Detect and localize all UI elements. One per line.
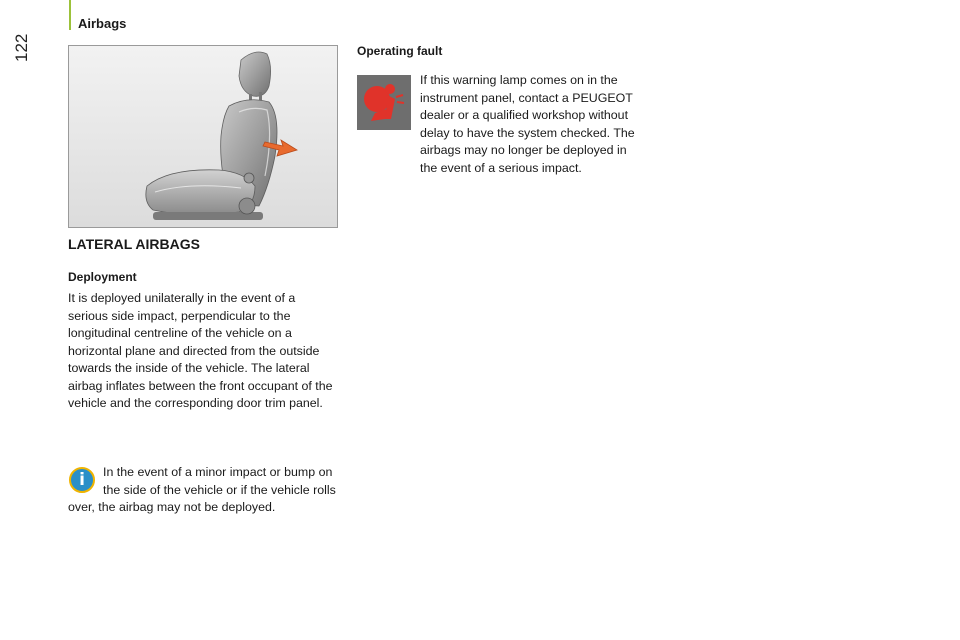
deployment-text: It is deployed unilaterally in the event of a serious side impact, perpendicular to the longitudinal centreline of the vehicle on a horizontal plane and directed from the outside towards the inside of the vehicle. The lateral airbag inflates between the front occupant of the vehicle and the corresponding door trim panel. [68, 291, 333, 410]
airbag-warning-lamp-icon [357, 75, 411, 130]
airbag-warning-lamp [357, 75, 411, 130]
page-number: 122 [12, 33, 31, 62]
seat-with-arrow-illustration [69, 46, 337, 227]
lateral-airbags-heading: LATERAL AIRBAGS [68, 236, 200, 252]
info-icon: i [69, 467, 95, 493]
section-accent-bar [69, 0, 71, 30]
operating-fault-heading: Operating fault [357, 44, 443, 58]
operating-fault-text: If this warning lamp comes on in the instrument panel, contact a PEUGEOT dealer or a qualified workshop without delay to have the system checked. The airbags may no longer be deployed in the event of a serious impact. [420, 73, 635, 175]
seat-illustration [68, 45, 338, 228]
info-note [68, 464, 340, 517]
info-text: In the event of a minor impact or bump on the side of the vehicle or if the vehicle rolls over, the airbag may not be deployed. [68, 465, 336, 514]
deployment-heading: Deployment [68, 270, 137, 284]
section-title: Airbags [78, 16, 127, 31]
